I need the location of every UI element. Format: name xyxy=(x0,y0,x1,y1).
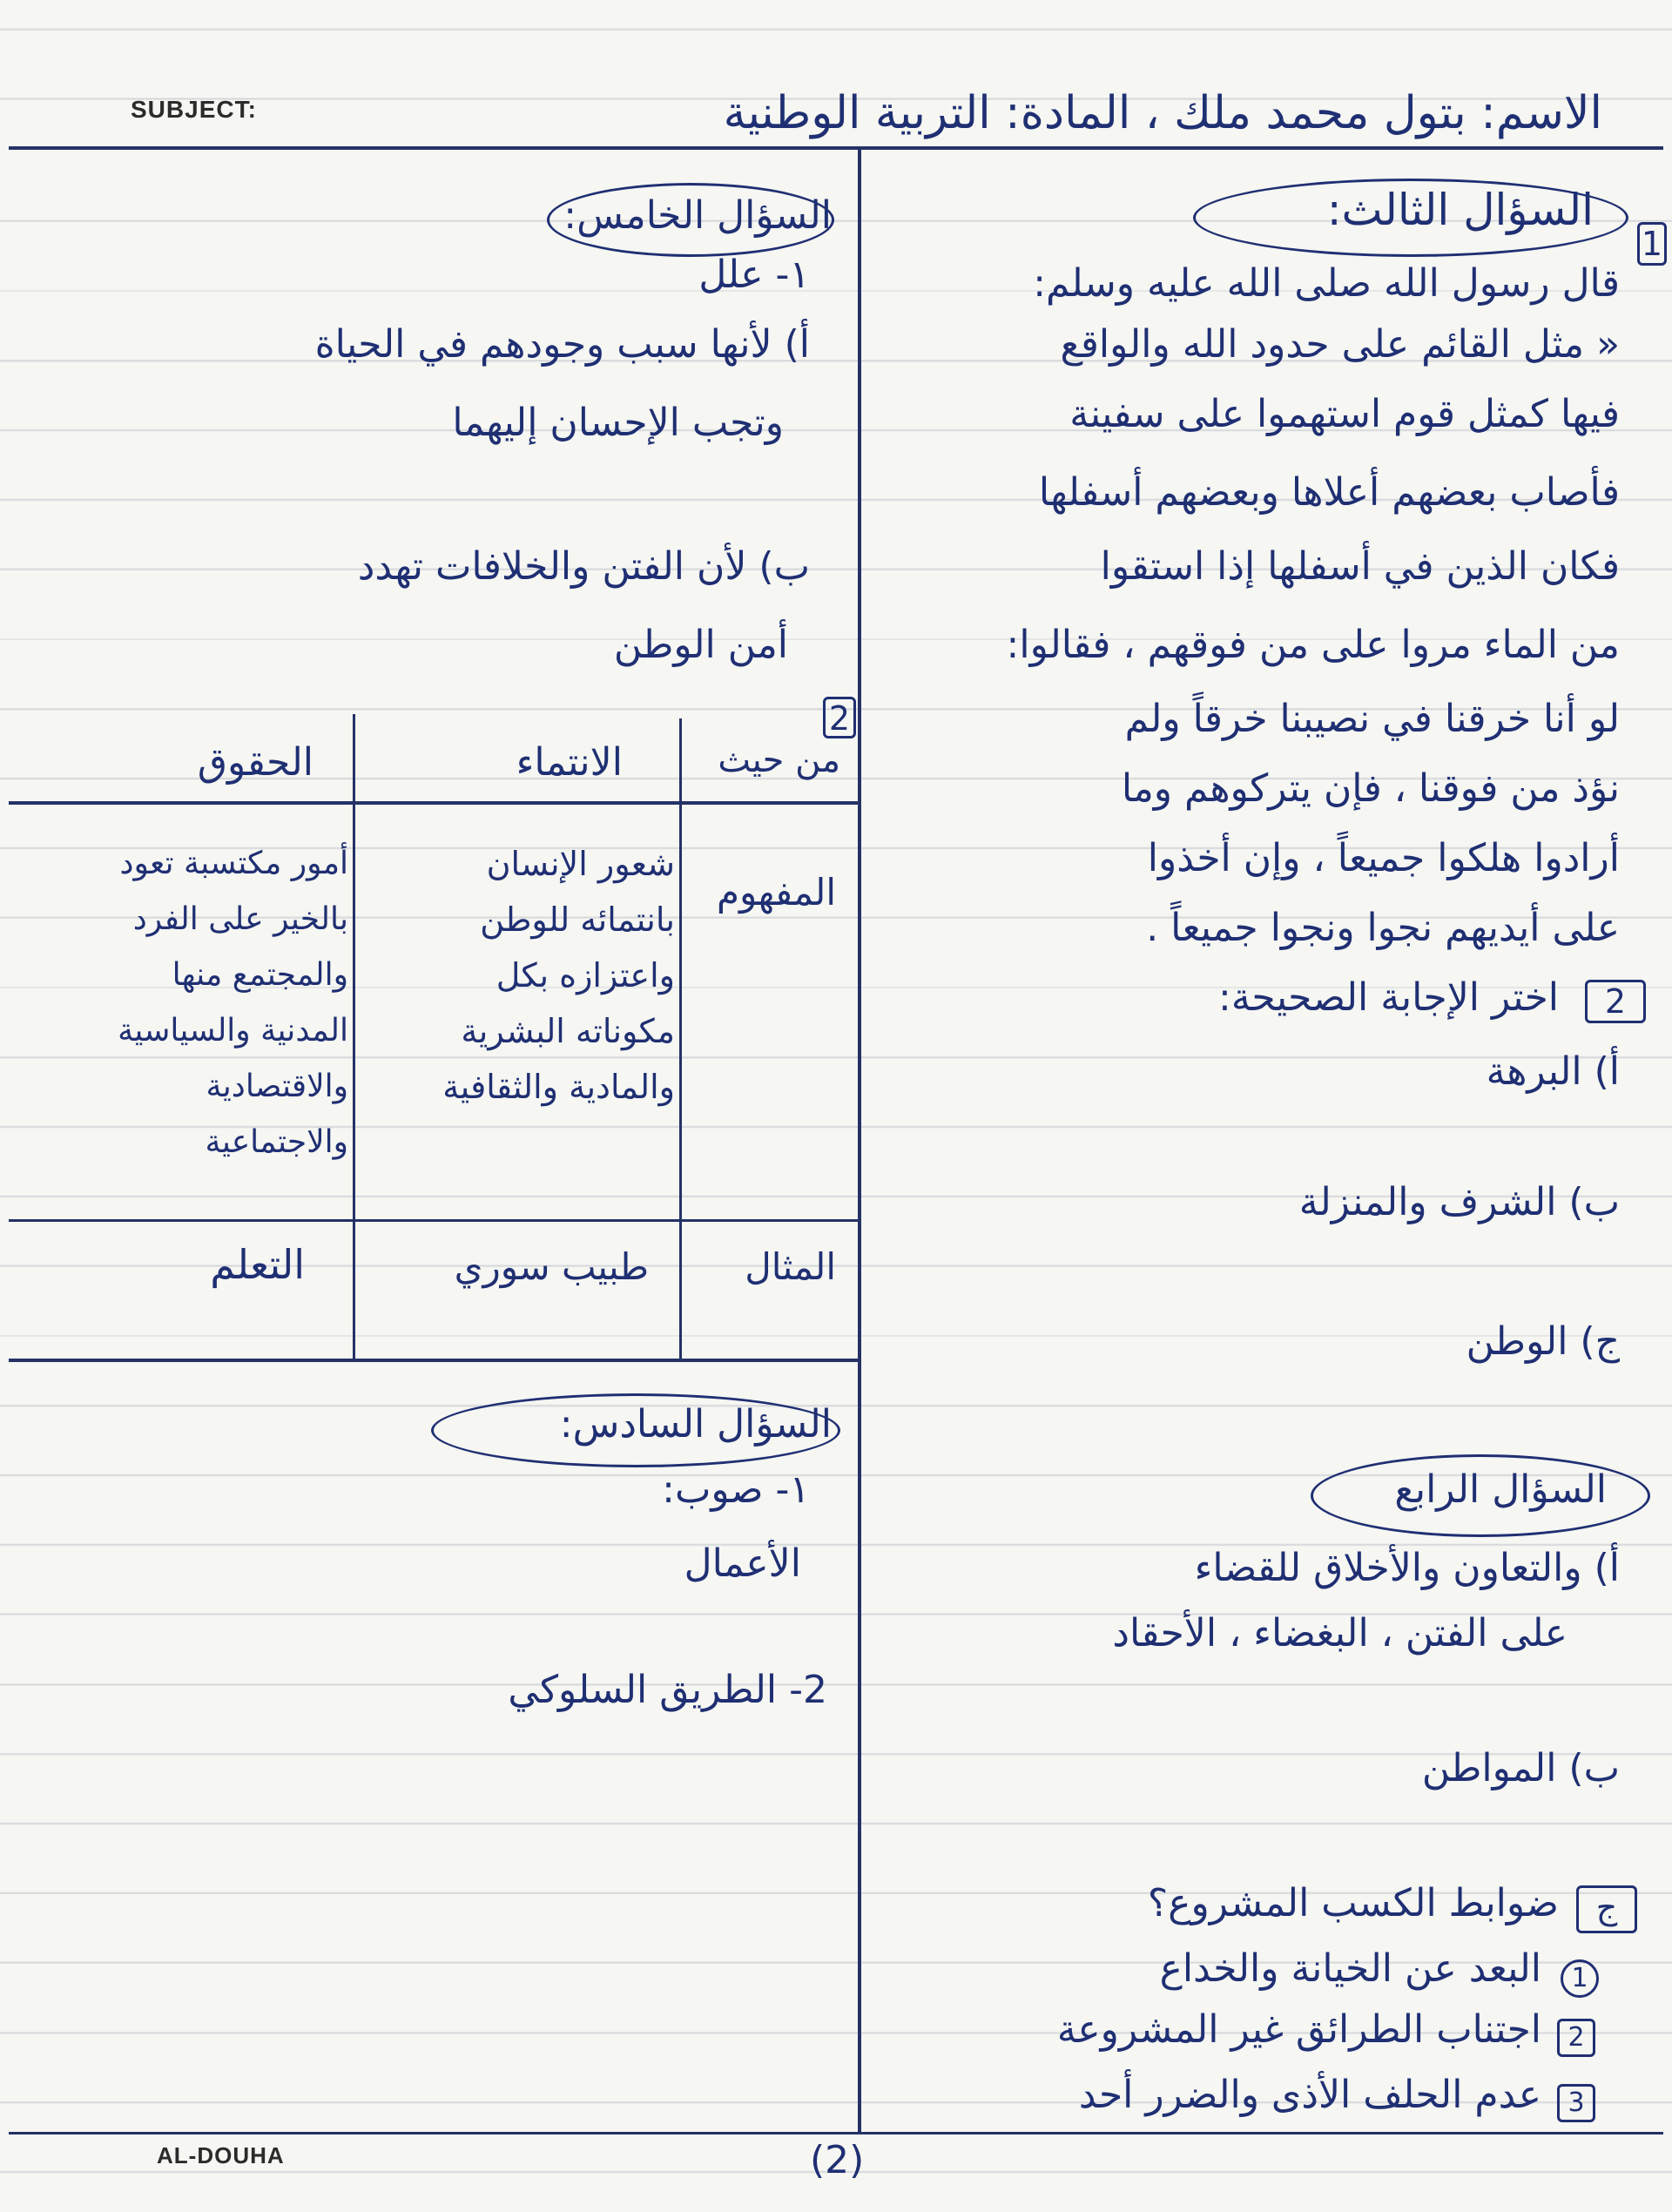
page-number: (2) xyxy=(810,2138,865,2182)
q4-title: السؤال الرابع xyxy=(1394,1467,1607,1512)
q6-item2: 2- الطريق السلوكي xyxy=(508,1668,827,1712)
q5-b-line1: ب) لأن الفتن والخلافات تهدد xyxy=(357,544,810,589)
q3-title: السؤال الثالث: xyxy=(1326,185,1594,235)
subject-label: SUBJECT: xyxy=(131,96,257,123)
cell-rights-concept: أمور مكتسبة تعود بالخير على الفرد والمجتمع منها المدنية والسياسية والاقتصادية والاجتماعية xyxy=(118,846,348,1160)
q6-item1-label: ١- صوب: xyxy=(662,1467,810,1512)
c-item-num: 3 xyxy=(1557,2084,1595,2122)
choice-a: أ) البرهة xyxy=(1486,1049,1620,1094)
q5-b-line2: أمن الوطن xyxy=(613,623,788,667)
choice-c: ج) الوطن xyxy=(1466,1319,1620,1364)
brand-label: AL-DOUHA xyxy=(157,2142,285,2168)
q3-line: فأصاب بعضهم أعلاها وبعضهم أسفلها xyxy=(1038,470,1620,515)
q5-a-line2: وتجب الإحسان إليهما xyxy=(452,401,784,445)
q3-part2-title: اختر الإجابة الصحيحة: xyxy=(1218,975,1559,1020)
q3-line: قال رسول الله صلى الله عليه وسلم: xyxy=(1033,261,1620,306)
q3-line: « مثل القائم على حدود الله والواقع xyxy=(1060,322,1620,367)
q4-a: أ) والتعاون والأخلاق للقضاء xyxy=(1194,1546,1620,1590)
q6-title: السؤال السادس: xyxy=(559,1402,832,1447)
choice-b: ب) الشرف والمنزلة xyxy=(1298,1180,1620,1224)
q6-item1-answer: الأعمال xyxy=(684,1541,801,1586)
q3-line: فكان الذين في أسفلها إذا استقوا xyxy=(1100,544,1620,589)
q3-line: على أيديهم نجوا ونجوا جميعاً . xyxy=(1146,906,1620,950)
cell-rights-example: التعلم xyxy=(210,1241,305,1288)
q5-title: السؤال الخامس: xyxy=(563,193,832,238)
table-header: الحقوق xyxy=(197,740,314,785)
q4-c-box: ج xyxy=(1576,1885,1637,1933)
table-rule xyxy=(9,1359,858,1362)
q5-part2-box: 2 xyxy=(823,697,856,738)
table-rule xyxy=(9,1219,858,1222)
q5-a-line1: أ) لأنها سبب وجودهم في الحياة xyxy=(314,322,810,367)
row-label: المفهوم xyxy=(716,871,836,914)
cell-belonging-example: طبيب سوري xyxy=(454,1245,649,1288)
footer-rule xyxy=(9,2132,1663,2134)
q3-box-number: 1 xyxy=(1637,222,1667,266)
table-rule xyxy=(679,718,682,1359)
table-rule xyxy=(353,714,355,1359)
c-item-num: 2 xyxy=(1557,2019,1595,2057)
q3-line: أرادوا هلكوا جميعاً ، وإن أخذوا xyxy=(1147,836,1620,880)
q4-c-title: ضوابط الكسب المشروع؟ xyxy=(1147,1881,1559,1925)
c-item-text: البعد عن الخيانة والخداع xyxy=(1159,1946,1541,1991)
q4-b: ب) المواطن xyxy=(1421,1746,1620,1791)
header-rule xyxy=(9,146,1663,150)
table-header: من حيث xyxy=(718,740,840,780)
q3-line: لو أنا خرقنا في نصيبنا خرقاً ولم xyxy=(1124,697,1620,741)
row-label: المثال xyxy=(745,1245,836,1288)
q4-a2: على الفتن ، البغضاء ، الأحقاد xyxy=(1112,1611,1568,1656)
table-rule xyxy=(9,801,858,805)
q3-line: من الماء مروا على من فوقهم ، فقالوا: xyxy=(1006,623,1620,667)
c-item-text: عدم الحلف الأذى والضرر أحد xyxy=(1078,2073,1541,2117)
column-divider xyxy=(858,146,861,2132)
q5-part1-label: ١- علل xyxy=(698,253,810,297)
q3-part2-box: 2 xyxy=(1585,980,1646,1023)
q3-line: فيها كمثل قوم استهموا على سفينة xyxy=(1069,392,1620,436)
cell-belonging-concept: شعور الإنسان بانتمائه للوطن واعتزازه بكل مكوناته البشرية والمادية والثقافية xyxy=(442,845,675,1106)
name-line: الاسم: بتول محمد ملك ، المادة: التربية الوطنية xyxy=(723,87,1602,139)
c-item-text: اجتناب الطرائق غير المشروعة xyxy=(1056,2007,1541,2052)
c-item-num: 1 xyxy=(1561,1959,1599,1998)
q3-line: نؤذ من فوقنا ، فإن يتركوهم وما xyxy=(1121,766,1620,811)
table-header: الانتماء xyxy=(516,740,623,785)
